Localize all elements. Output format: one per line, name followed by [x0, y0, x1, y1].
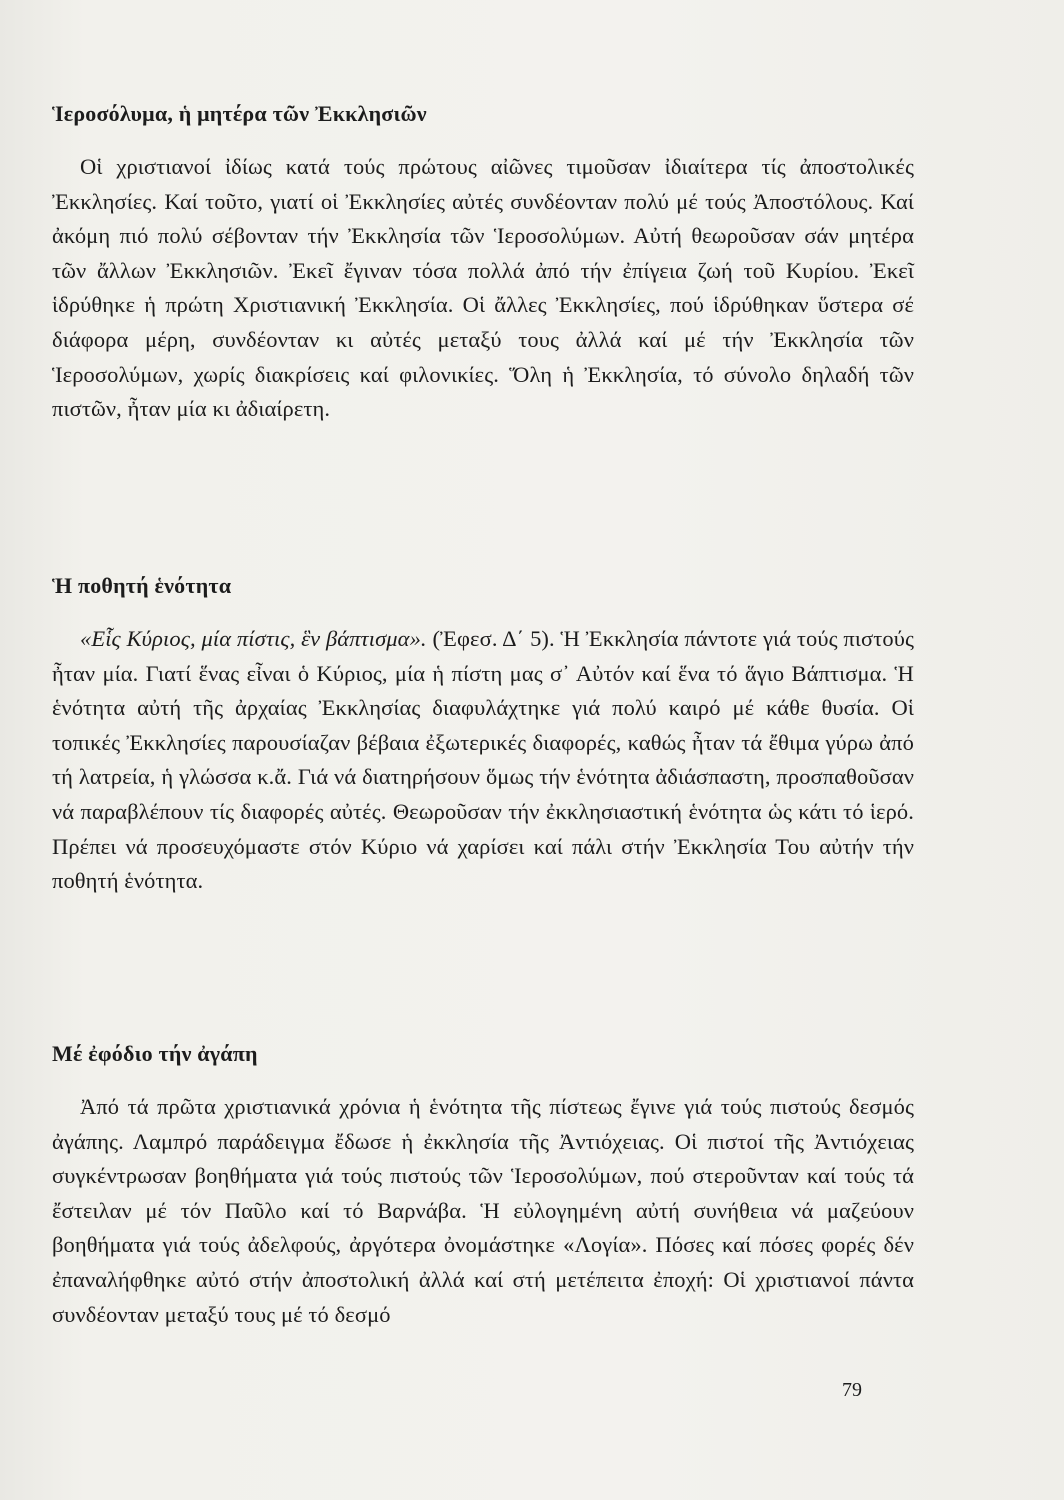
section-paragraph: [52, 622, 914, 899]
section-love: [52, 1040, 914, 1332]
section-heading: Μέ ἐφόδιο τήν ἀγάπη: [52, 1041, 258, 1066]
section-jerusalem: [52, 100, 914, 427]
section-paragraph: Οἱ χριστιανοί ἰδίως κατά τούς πρώτους αἰῶνες τιμοῦσαν ἰδιαίτερα τίς ἀποστολικές Ἐκκλησίες. Καί τοῦτο, γιατί οἱ Ἐκκλησίες αὐτές συνδέονταν πολύ μέ τούς Ἀποστόλους. Καί ἀκόμη πιό πολύ σέβονταν τήν Ἐκκλησία τῶν Ἱεροσολύμων. Αὐτή θεωροῦσαν σάν μητέρα τῶν ἄλλων Ἐκκλησιῶν. Ἐκεῖ ἔγιναν τόσα πολλά ἀπό τήν ἐπίγεια ζωή τοῦ Κυρίου. Ἐκεῖ ἱδρύθηκε ἡ πρώτη Χριστιανική Ἐκκλησία. Οἱ ἄλλες Ἐκκλησίες, πού ἱδρύθηκαν ὕστερα σέ διάφορα μέρη, συνδέονταν κι αὐτές μεταξύ τους ἀλλά καί μέ τήν Ἐκκλησία τῶν Ἱεροσολύμων, χωρίς διακρίσεις καί φιλονικίες. Ὅλη ἡ Ἐκκλησία, τό σύνολο δηλαδή τῶν πιστῶν, ἦταν μία κι ἀδιαίρετη.: [52, 154, 914, 422]
paragraph-text: (Ἐφεσ. Δ΄ 5). Ἡ Ἐκκλησία πάντοτε γιά τούς πιστούς ἦταν μία. Γιατί ἕνας εἶναι ὁ Κύριος, μία ἡ πίστη μας σ᾿ Αὐτόν καί ἕνα τό ἅγιο Βάπτισμα. Ἡ ἑνότητα αὐτή τῆς ἀρχαίας Ἐκκλησίας διαφυλάχτηκε γιά πολύ καιρό μέ κάθε θυσία. Οἱ τοπικές Ἐκκλησίες παρουσίαζαν βέβαια ἐξωτερικές διαφορές, καθώς ἦταν τά ἔθιμα γύρω ἀπό τή λατρεία, ἡ γλώσσα κ.ἄ. Γιά νά διατηρήσουν ὅμως τήν ἑνότητα ἀδιάσπαστη, προσπαθοῦσαν νά παραβλέπουν τίς διαφορές αὐτές. Θεωροῦσαν τήν ἐκκλησιαστική ἑνότητα ὡς κάτι τό ἱερό. Πρέπει νά προσευχόμαστε στόν Κύριο νά χαρίσει καί πάλι στήν Ἐκκλησία Του αὐτήν τήν ποθητή ἑνότητα.: [52, 626, 914, 894]
page-number: 79: [842, 1379, 862, 1401]
section-heading: Ἡ ποθητή ἑνότητα: [52, 573, 232, 598]
section-paragraph: Ἀπό τά πρῶτα χριστιανικά χρόνια ἡ ἑνότητα τῆς πίστεως ἔγινε γιά τούς πιστούς δεσμός ἀγάπης. Λαμπρό παράδειγμα ἔδωσε ἡ ἐκκλησία τῆς Ἀντιόχειας. Οἱ πιστοί τῆς Ἀντιόχειας συγκέντρωσαν βοηθήματα γιά τούς πιστούς τῶν Ἱεροσολύμων, πού στεροῦνταν καί τούς τά ἔστειλαν μέ τόν Παῦλο καί τό Βαρνάβα. Ἡ εὐλογημένη αὐτή συνήθεια νά μαζεύουν βοηθήματα γιά τούς ἀδελφούς, ἀργότερα ὀνομάστηκε «Λογία». Πόσες καί πόσες φορές δέν ἐπαναλήφθηκε αὐτό στήν ἀποστολική ἀλλά καί στή μετέπειτα ἐποχή: Οἱ χριστιανοί πάντα συνδέονταν μεταξύ τους μέ τό δεσμό: [52, 1094, 914, 1327]
section-heading: Ἱεροσόλυμα, ἡ μητέρα τῶν Ἐκκλησιῶν: [52, 101, 427, 126]
scripture-quote: «Εἷς Κύριος, μία πίστις, ἓν βάπτισμα».: [80, 626, 427, 651]
section-unity: [52, 572, 914, 899]
